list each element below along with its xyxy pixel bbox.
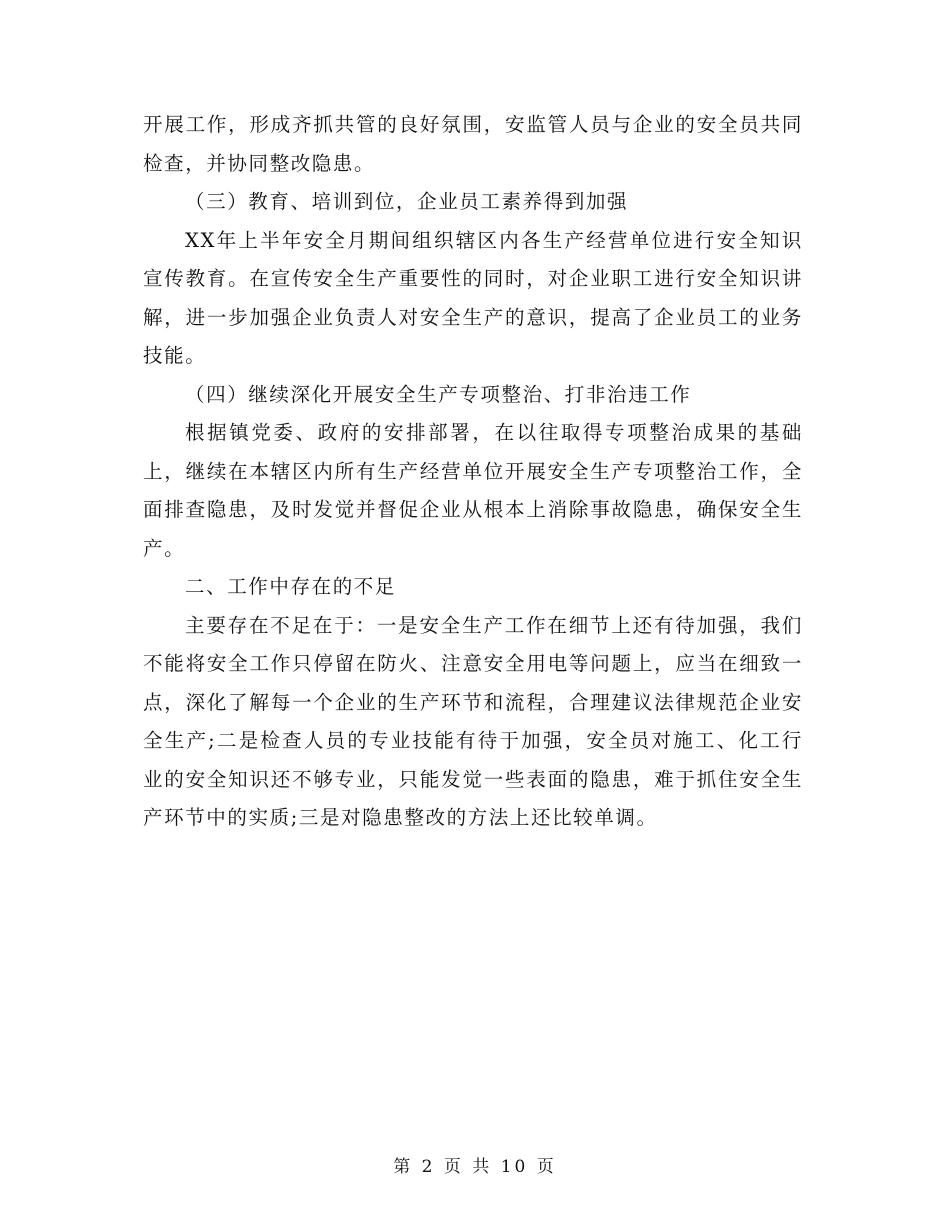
paragraph-rectification: 根据镇党委、政府的安排部署，在以往取得专项整治成果的基础上，继续在本辖区内所有生产经营单位开展安全生产专项整治工作，全面排查隐患，及时发觉并督促企业从根本上消除事故隐患，确保安全生产。: [143, 421, 803, 560]
section-heading-shortcomings: 二、工作中存在的不足: [185, 575, 397, 598]
paragraph-continuation: 开展工作，形成齐抓共管的良好氛围，安监管人员与企业的安全员共同检查，并协同整改隐患。: [143, 113, 803, 175]
section-heading-rectification: （四）继续深化开展安全生产专项整治、打非治违工作: [185, 382, 692, 406]
section-heading-education: （三）教育、培训到位，企业员工素养得到加强: [185, 190, 629, 213]
page-number-footer: 第 2 页 共 10 页: [393, 1157, 557, 1177]
document-body: [143, 106, 803, 838]
paragraph-shortcomings: 主要存在不足在于：一是安全生产工作在细节上还有待加强，我们不能将安全工作只停留在防火、注意安全用电等问题上，应当在细致一点，深化了解每一个企业的生产环节和流程，合理建议法律规范企业安全生产;二是检查人员的专业技能有待于加强，安全员对施工、化工行业的安全知识还不够专业，只能发觉一些表面的隐患，难于抓住安全生产环节中的实质;三是对隐患整改的方法上还比较单调。: [143, 613, 803, 829]
paragraph-education: XX年上半年安全月期间组织辖区内各生产经营单位进行安全知识宣传教育。在宣传安全生产重要性的同时，对企业职工进行安全知识讲解，进一步加强企业负责人对安全生产的意识，提高了企业员工的业务技能。: [143, 228, 803, 367]
